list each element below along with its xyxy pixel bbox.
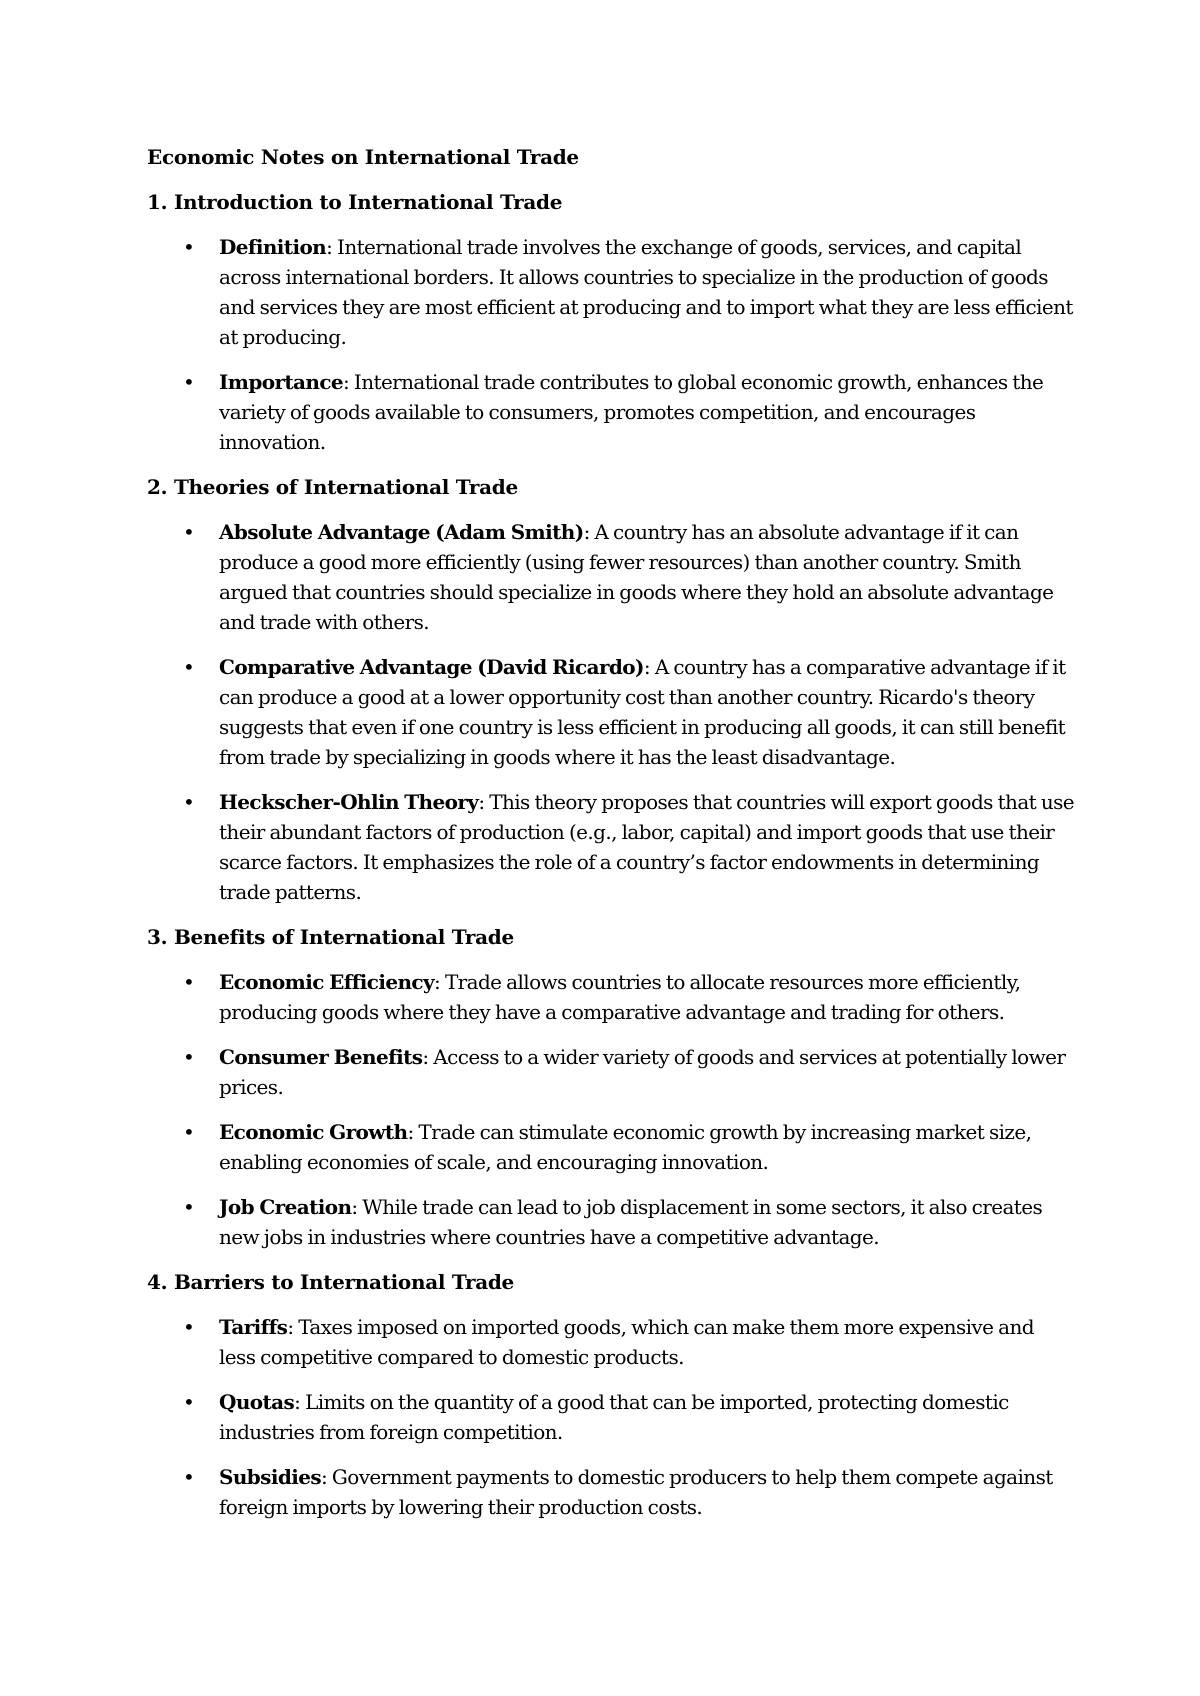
item-text: : International trade contributes to global economic growth, enhances the variety of goods available to consumers, promotes competition, and encourages innovation. <box>219 370 1044 454</box>
bullet-icon: • <box>183 1120 195 1144</box>
bullet-list <box>147 517 1077 907</box>
list-item <box>147 652 1075 772</box>
bullet-icon: • <box>183 520 195 544</box>
item-text: : Limits on the quantity of a good that can be imported, protecting domestic industries from foreign competition. <box>219 1390 1009 1444</box>
section-introduction <box>147 187 1077 457</box>
section-heading: 2. Theories of International Trade <box>147 475 518 499</box>
bullet-icon: • <box>183 970 195 994</box>
list-item <box>147 517 1075 637</box>
bullet-icon: • <box>183 1390 195 1414</box>
item-term: Economic Efficiency <box>219 970 435 994</box>
bullet-list <box>147 1312 1077 1522</box>
item-text: : While trade can lead to job displacement in some sectors, it also creates new jobs in industries where countries have a competitive advantage. <box>219 1195 1043 1249</box>
item-term: Tariffs <box>219 1315 288 1339</box>
bullet-icon: • <box>183 1195 195 1219</box>
section-benefits <box>147 922 1077 1252</box>
bullet-list <box>147 232 1077 457</box>
section-barriers <box>147 1267 1077 1522</box>
list-item <box>147 1042 1075 1102</box>
list-item <box>147 232 1075 352</box>
section-heading: 3. Benefits of International Trade <box>147 925 514 949</box>
item-term: Heckscher-Ohlin Theory <box>219 790 479 814</box>
item-text: : International trade involves the exchange of goods, services, and capital across international borders. It allows countries to specialize in the production of goods and services they are most efficient at producing and to import what they are less efficient at producing. <box>219 235 1073 349</box>
item-text: : Trade allows countries to allocate resources more efficiently, producing goods where they have a comparative advantage and trading for others. <box>219 970 1021 1024</box>
item-term: Consumer Benefits <box>219 1045 423 1069</box>
section-theories <box>147 472 1077 907</box>
bullet-icon: • <box>183 1315 195 1339</box>
list-item <box>147 1387 1075 1447</box>
list-item <box>147 1312 1075 1372</box>
item-term: Comparative Advantage (David Ricardo) <box>219 655 644 679</box>
item-text: : Government payments to domestic producers to help them compete against foreign imports by lowering their production costs. <box>219 1465 1053 1519</box>
bullet-icon: • <box>183 370 195 394</box>
item-term: Quotas <box>219 1390 295 1414</box>
bullet-icon: • <box>183 1045 195 1069</box>
item-text: : A country has an absolute advantage if it can produce a good more efficiently (using fewer resources) than another country. Smith argued that countries should specialize in goods where they hold an absolute advantage and trade with others. <box>219 520 1054 634</box>
item-term: Definition <box>219 235 327 259</box>
list-item <box>147 1192 1075 1252</box>
list-item <box>147 787 1075 907</box>
list-item <box>147 1117 1075 1177</box>
bullet-icon: • <box>183 655 195 679</box>
item-text: : Taxes imposed on imported goods, which can make them more expensive and less competitive compared to domestic products. <box>219 1315 1034 1369</box>
item-term: Job Creation <box>219 1195 352 1219</box>
item-term: Subsidies <box>219 1465 321 1489</box>
item-term: Absolute Advantage (Adam Smith) <box>219 520 584 544</box>
list-item <box>147 367 1075 457</box>
document-page <box>147 142 1077 1537</box>
bullet-icon: • <box>183 235 195 259</box>
bullet-icon: • <box>183 790 195 814</box>
item-term: Economic Growth <box>219 1120 408 1144</box>
item-text: : Access to a wider variety of goods and services at potentially lower prices. <box>219 1045 1066 1099</box>
item-term: Importance <box>219 370 344 394</box>
bullet-list <box>147 967 1077 1252</box>
section-heading: 4. Barriers to International Trade <box>147 1270 514 1294</box>
list-item <box>147 1462 1075 1522</box>
list-item <box>147 967 1075 1027</box>
section-heading: 1. Introduction to International Trade <box>147 190 563 214</box>
item-text: : This theory proposes that countries will export goods that use their abundant factors of production (e.g., labor, capital) and import goods that use their scarce factors. It emphasizes the role of a country’s factor endowments in determining trade patterns. <box>219 790 1075 904</box>
item-text: : A country has a comparative advantage if it can produce a good at a lower opportunity cost than another country. Ricardo's theory suggests that even if one country is less efficient in producing all goods, it can still benefit from trade by specializing in goods where it has the least disadvantage. <box>219 655 1066 769</box>
document-title: Economic Notes on International Trade <box>147 145 579 169</box>
bullet-icon: • <box>183 1465 195 1489</box>
item-text: : Trade can stimulate economic growth by increasing market size, enabling economies of scale, and encouraging innovation. <box>219 1120 1032 1174</box>
